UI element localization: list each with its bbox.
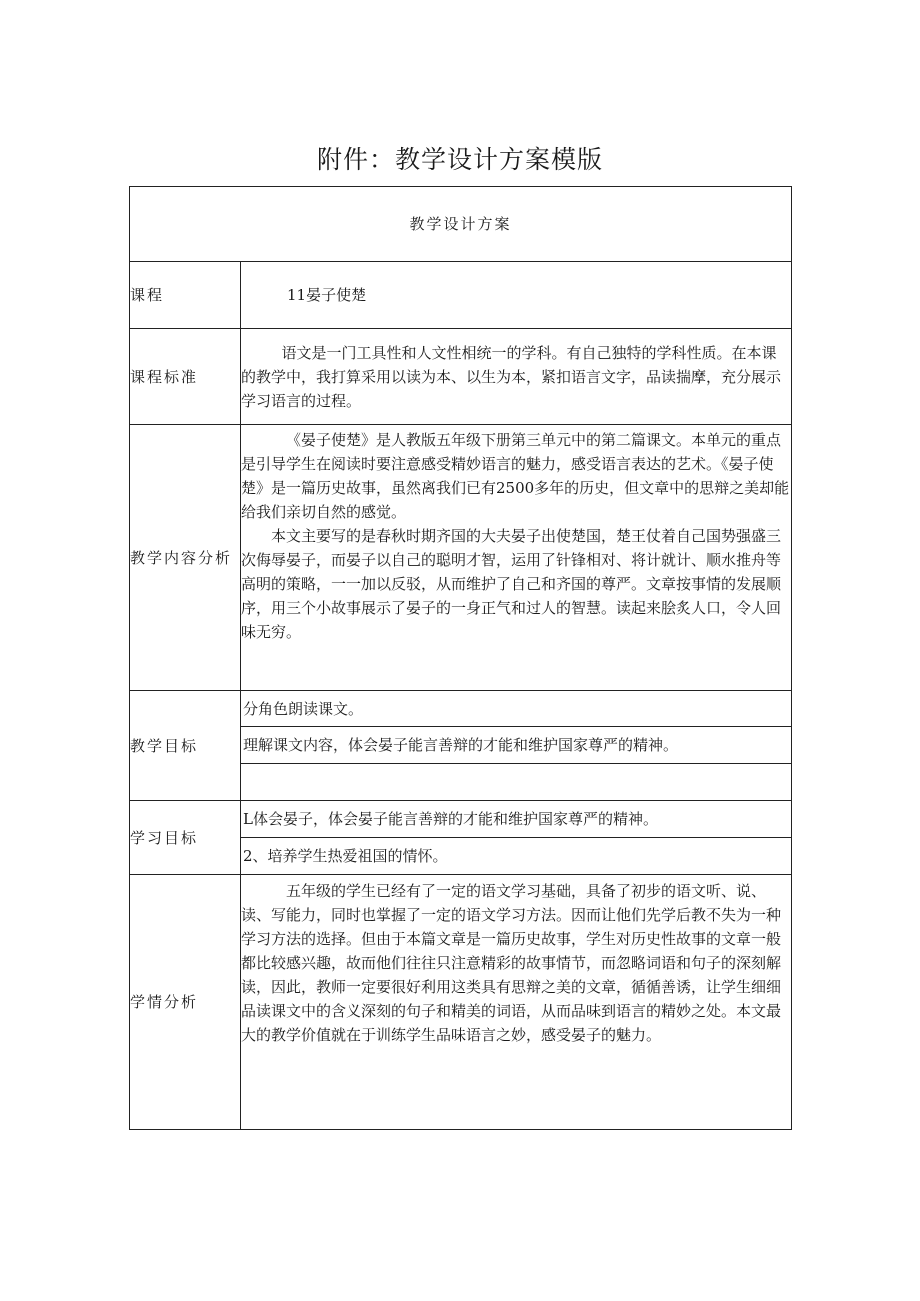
content-analysis-label: 教学内容分析 [130, 425, 241, 691]
content-analysis-paragraph: 本文主要写的是春秋时期齐国的大夫晏子出使楚国，楚王仗着自己国势强盛三次侮辱晏子，而晏子以自己的聪明才智，运用了针锋相对、将计就计、顺水推舟等高明的策略，一一加以反驳，从而维护了自己和齐国的尊严。文章按事情的发展顺序，用三个小故事展示了晏子的一身正气和过人的智慧。读起来脍炙人口，令人回味无穷。 [241, 527, 782, 641]
teaching-goal-item: 理解课文内容，体会晏子能言善辩的才能和维护国家尊严的精神。 [241, 727, 792, 764]
student-analysis-label: 学情分析 [130, 875, 241, 1130]
lesson-plan-table [129, 186, 792, 1130]
student-analysis-cell [241, 875, 792, 1130]
learning-goal-row [130, 801, 792, 838]
teaching-goals-label: 教学目标 [130, 691, 241, 801]
course-row [130, 262, 792, 329]
teaching-goal-row [130, 691, 792, 727]
standard-text: 语文是一门工具性和人文性相统一的学科。有自己独特的学科性质。在本课的教学中，我打算采用以读为本、以生为本，紧扣语言文字，品读揣摩，充分展示学习语言的过程。 [241, 343, 782, 410]
learning-goal-item: L体会晏子，体会晏子能言善辩的才能和维护国家尊严的精神。 [241, 801, 792, 838]
teaching-goal-item: 分角色朗读课文。 [241, 691, 792, 727]
table-header-row [130, 187, 792, 262]
course-label: 课程 [130, 262, 241, 329]
standard-row [130, 329, 792, 425]
student-analysis-text: 五年级的学生已经有了一定的语文学习基础，具备了初步的语文听、说、读、写能力，同时也掌握了一定的语文学习方法。因而让他们先学后教不失为一种学习方法的选择。但由于本篇文章是一篇历史故事，学生对历史性故事的文章一般都比较感兴趣，故而他们往往只注意精彩的故事情节，而忽略词语和句子的深刻解读，因此，教师一定要很好利用这类具有思辩之美的文章，循循善诱，让学生细细品读课文中的含义深刻的句子和精美的词语，从而品味到语言的精妙之处。本文最大的教学价值就在于训练学生品味语言之妙，感受晏子的魅力。 [241, 882, 782, 1044]
learning-goals-label: 学习目标 [130, 801, 241, 875]
document-title: 附件：教学设计方案模版 [316, 145, 603, 174]
learning-goal-item: 2、培养学生热爱祖国的情怀。 [241, 838, 792, 875]
table-header: 教学设计方案 [130, 187, 792, 262]
teaching-goal-item [241, 764, 792, 801]
content-analysis-row [130, 425, 792, 691]
student-analysis-row [130, 875, 792, 1130]
standard-cell [241, 329, 792, 425]
content-analysis-cell [241, 425, 792, 691]
standard-label: 课程标准 [130, 329, 241, 425]
course-value: 11晏子使楚 [241, 262, 792, 329]
content-analysis-paragraph: 《晏子使楚》是人教版五年级下册第三单元中的第二篇课文。本单元的重点是引导学生在阅读时要注意感受精妙语言的魅力，感受语言表达的艺术。《晏子使楚》是一篇历史故事，虽然离我们已有2500多年的历史，但文章中的思辩之美却能给我们亲切自然的感觉。 [241, 431, 790, 521]
